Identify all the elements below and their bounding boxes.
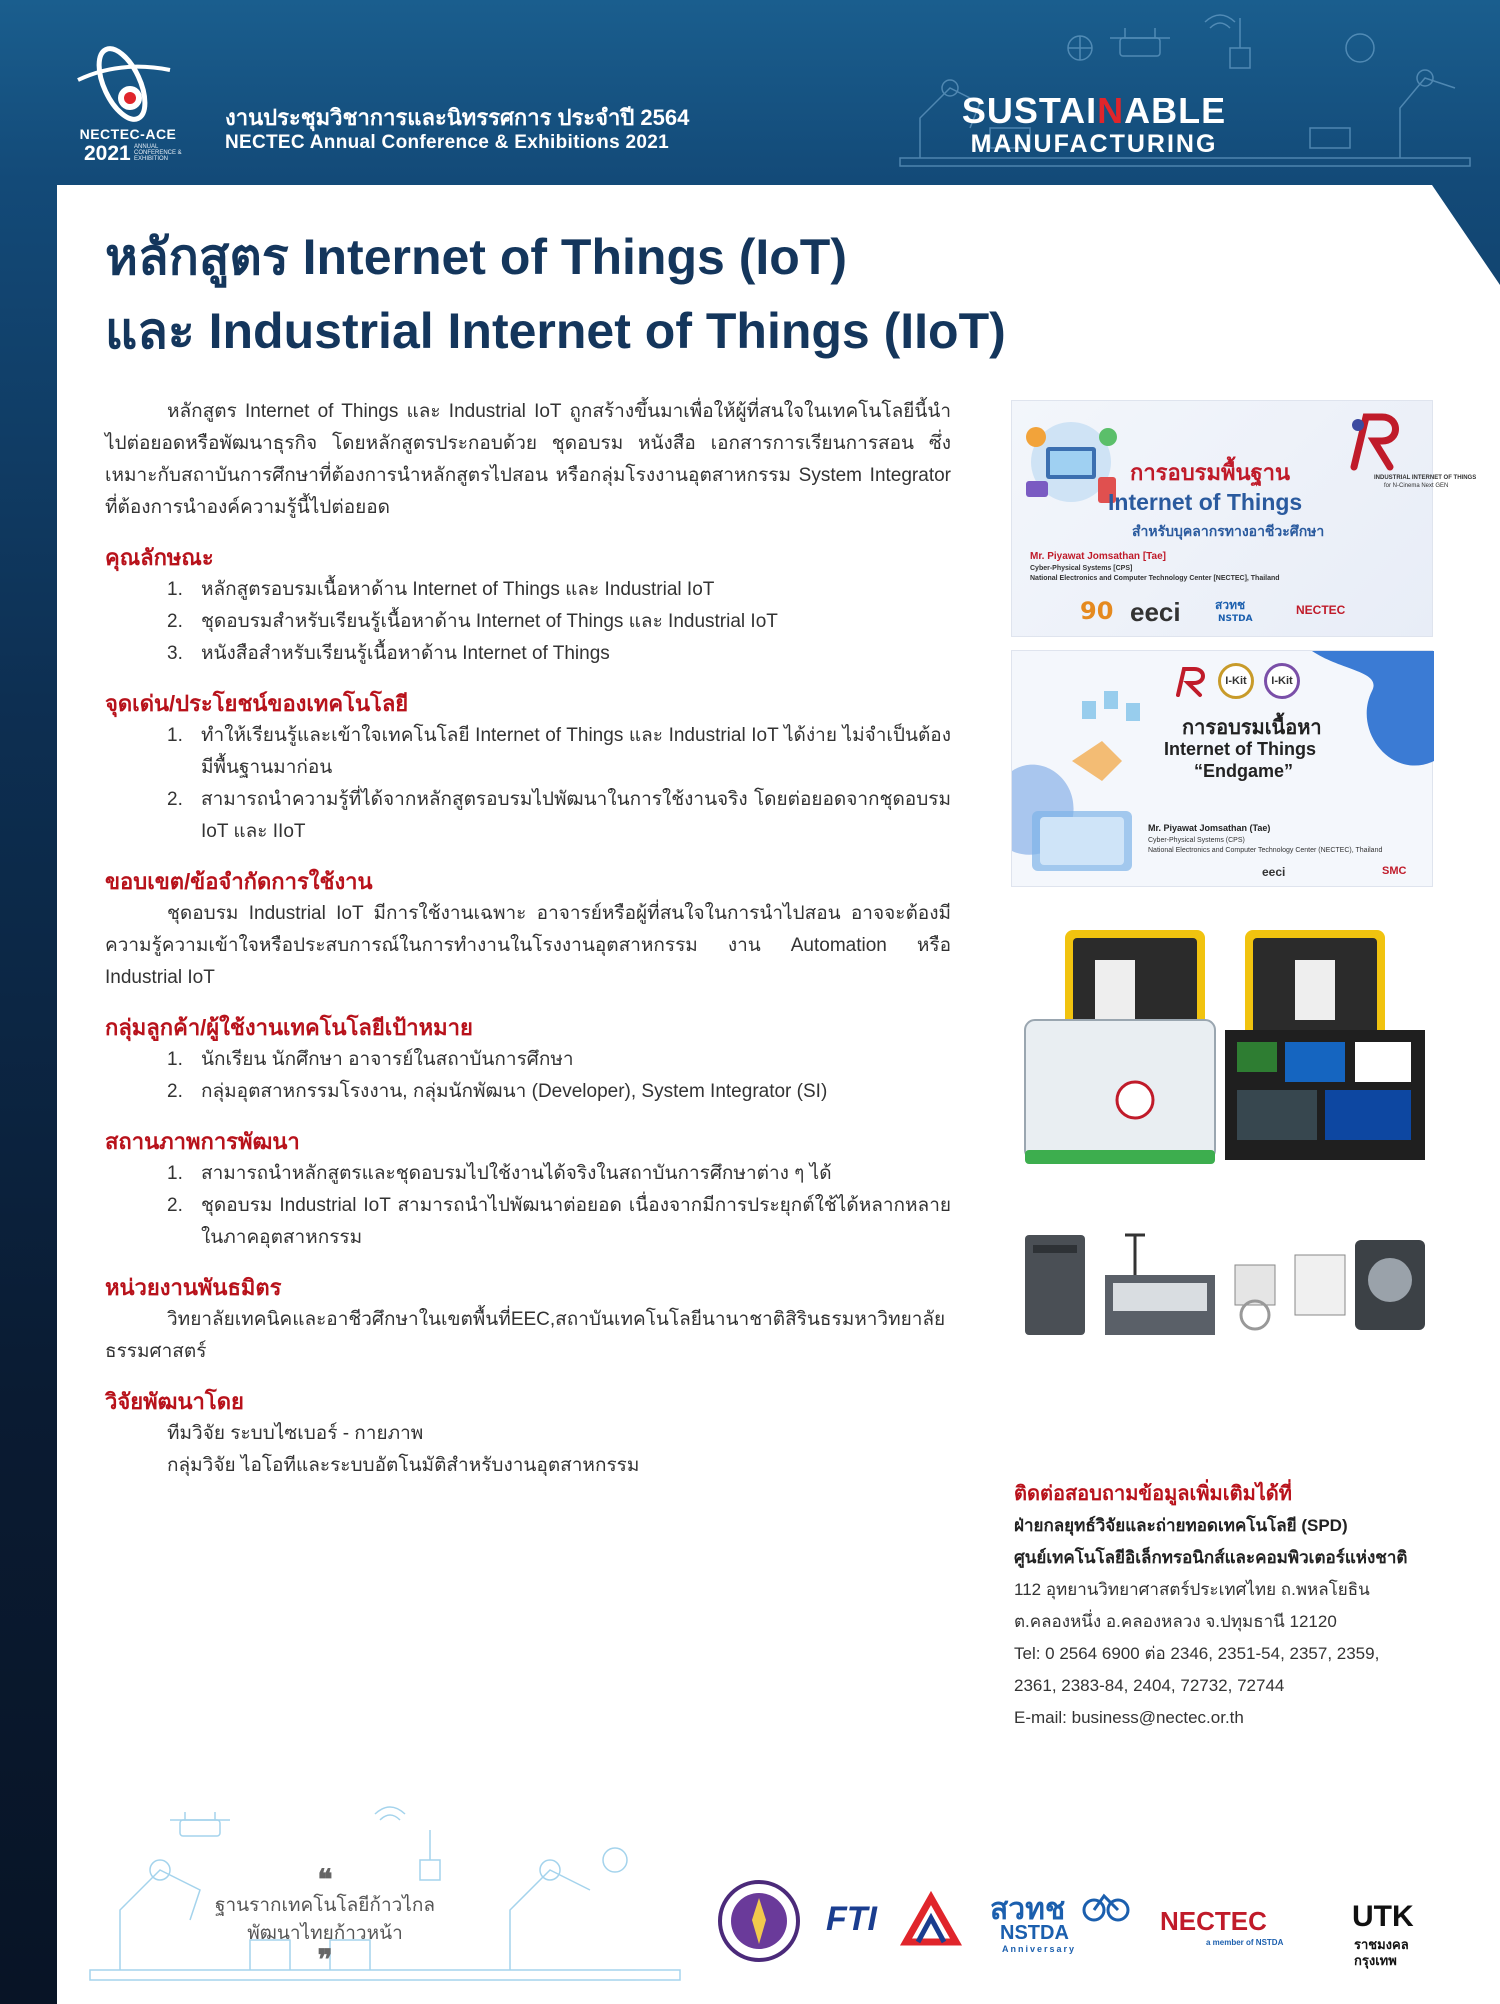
nectec-logo: NECTEC (1160, 1906, 1267, 1936)
target-list (105, 1044, 951, 1108)
item-text: ทำให้เรียนรู้และเข้าใจเทคโนโลยี Internet of Things และ Industrial IoT ได้ง่าย ไม่จำเป็นต้องมีพื้นฐานมาก่อน (201, 725, 951, 778)
item-text: ชุดอบรม Industrial IoT สามารถนำไปพัฒนาต่อยอด เนื่องจากมีการประยุกต์ใช้ได้หลากหลายในภาคอุตสาหกรรม (201, 1195, 951, 1248)
anniversary-bike-icon (1082, 1886, 1130, 1926)
poster-logo-nectec: NECTEC (1296, 603, 1346, 617)
contact-tel1: Tel: 0 2564 6900 ต่อ 2346, 2351-54, 2357, 2359, (1014, 1644, 1380, 1663)
list-item (167, 1158, 951, 1190)
theme-pre: SUSTAI (961, 90, 1098, 131)
conference-title-en: NECTEC Annual Conference & Exhibitions 2021 (225, 132, 669, 153)
section-body: วิทยาลัยเทคนิคและอาชีวศึกษาในเขตพื้นที่EEC,สถาบันเทคโนโลยีนานาชาติสิรินธรมหาวิทยาลัยธรรมศาสตร์ (105, 1309, 946, 1362)
developer-lines (105, 1418, 951, 1482)
contact-org1: ฝ่ายกลยุทธ์วิจัยและถ่ายทอดเทคโนโลยี (SPD) (1014, 1516, 1348, 1535)
section-heading: วิจัยพัฒนาโดย (105, 1389, 244, 1414)
ikit-badge: I-Kit (1264, 663, 1300, 699)
industrial-equipment-photo (1025, 1225, 1425, 1340)
item-number: 1. (167, 1163, 183, 1184)
item-number: 2. (167, 611, 183, 632)
quote-close-icon: ❞ (317, 1944, 333, 1975)
nstda-logo: สวทช (990, 1893, 1066, 1926)
footer-quote (195, 1864, 455, 1975)
badge-text2: for N-Cinema Next GEN (1384, 483, 1449, 489)
item-number: 2. (167, 789, 183, 810)
item-text: กลุ่มอุตสาหกรรมโรงงาน, กลุ่มนักพัฒนา (Developer), System Integrator (SI) (201, 1081, 828, 1102)
list-item (167, 1076, 951, 1108)
section-features (105, 542, 951, 670)
main-content (105, 396, 951, 1482)
ministry-seal-logo (718, 1880, 800, 1962)
anniversary-logo-icon (1078, 593, 1118, 627)
contact-org2: ศูนย์เทคโนโลยีอิเล็กทรอนิกส์และคอมพิวเตอร์แห่งชาติ (1014, 1548, 1408, 1567)
utk-th1: ราชมงคล (1354, 1937, 1409, 1952)
item-number: 1. (167, 725, 183, 746)
poster-dept2: National Electronics and Computer Technology Center (NECTEC), Thailand (1148, 847, 1383, 854)
item-number: 1. (167, 1049, 183, 1070)
poster-subtitle: สำหรับบุคลากรทางอาชีวะศึกษา (1132, 523, 1325, 539)
status-list (105, 1158, 951, 1254)
nectec-subtitle: a member of NSTDA (1206, 1938, 1284, 1947)
list-item (167, 1190, 951, 1254)
list-item (167, 574, 951, 606)
poster-title-quote: “Endgame” (1194, 761, 1294, 781)
quote-open-icon: ❝ (317, 1864, 333, 1895)
contact-tel2: 2361, 2383-84, 2404, 72732, 72744 (1014, 1676, 1285, 1695)
benefit-list (105, 720, 951, 848)
svg-text:NSTDA: NSTDA (1218, 614, 1253, 624)
svg-text:90: 90 (1080, 597, 1114, 625)
contact-info (1014, 1478, 1454, 1734)
section-heading: สถานภาพการพัฒนา (105, 1129, 300, 1154)
poster-dept2: National Electronics and Computer Technology Center [NECTEC], Thailand (1030, 575, 1280, 582)
contact-email[interactable]: E-mail: business@nectec.or.th (1014, 1708, 1244, 1727)
section-heading: หน่วยงานพันธมิตร (105, 1275, 282, 1300)
utk-logo: UTK (1352, 1900, 1414, 1933)
list-item (167, 784, 951, 848)
intro-paragraph: หลักสูตร Internet of Things และ Industrial IoT ถูกสร้างขึ้นมาเพื่อให้ผู้ที่สนใจในเทคโนโลยีนี้นำไปต่อยอดหรือพัฒนาธุรกิจ โดยหลักสูตรประกอบด้วย ชุดอบรม หนังสือ เอกสารการเรียนการสอน ซึ่งเหมาะกับสถาบันการศึกษาที่ต้องการนำหลักสูตรไปสอน หรือกลุ่มโรงงานอุตสาหกรรม System Integrator ที่ต้องการนำองค์ความรู้นี้ไปต่อยอด (105, 401, 951, 518)
theme-post: ABLE (1124, 90, 1227, 131)
nstda-logo-icon (1214, 595, 1260, 625)
training-kit-photo (1025, 930, 1425, 1170)
item-text: หลักสูตรอบรมเนื้อหาด้าน Internet of Things และ Industrial IoT (201, 579, 715, 600)
section-heading: ขอบเขต/ข้อจำกัดการใช้งาน (105, 869, 373, 894)
quote-line1: ฐานรากเทคโนโลยีก้าวไกล (215, 1895, 435, 1916)
section-body: ชุดอบรม Industrial IoT มีการใช้งานเฉพาะ อาจารย์หรือผู้ที่สนใจในการนำไปสอน อาจจะต้องมีความรู้ความเข้าใจหรือประสบการณ์ในการทำงานในโรงงานอุตสาหกรรม งาน Automation หรือ Industrial IoT (105, 903, 951, 988)
item-text: หนังสือสำหรับเรียนรู้เนื้อหาด้าน Internet of Things (201, 643, 610, 664)
theme-line1 (944, 92, 1244, 130)
item-text: นักเรียน นักศึกษา อาจารย์ในสถาบันการศึกษา (201, 1049, 574, 1070)
item-number: 2. (167, 1195, 183, 1216)
section-benefits (105, 688, 951, 848)
poster-title-en: Internet of Things (1164, 739, 1316, 759)
fti-mark-icon (898, 1890, 964, 1950)
contact-heading: ติดต่อสอบถามข้อมูลเพิ่มเติมได้ที่ (1014, 1483, 1292, 1505)
poster-title-en: Internet of Things (1108, 489, 1303, 515)
item-number: 3. (167, 643, 183, 664)
developer-line: กลุ่มวิจัย ไอโอทีและระบบอัตโนมัติสำหรับงานอุตสาหกรรม (167, 1455, 640, 1476)
section-heading: จุดเด่น/ประโยชน์ของเทคโนโลยี (105, 691, 409, 716)
logo-name: NECTEC-ACE (79, 126, 177, 142)
poster-title-th: การอบรมพื้นฐาน (1130, 460, 1291, 485)
title-line1: หลักสูตร Internet of Things (IoT) (105, 229, 847, 285)
developer-line: ทีมวิจัย ระบบไซเบอร์ - กายภาพ (167, 1423, 424, 1444)
iiot-mini-logo-icon (1170, 661, 1210, 701)
training-poster-endgame (1011, 650, 1433, 887)
item-text: สามารถนำหลักสูตรและชุดอบรมไปใช้งานได้จริงในสถาบันการศึกษาต่าง ๆ ได้ (201, 1163, 832, 1184)
list-item (167, 720, 951, 784)
nectec-ace-logo (70, 40, 220, 165)
section-heading: คุณลักษณะ (105, 545, 214, 570)
poster-dept1: Cyber-Physical Systems (CPS) (1148, 837, 1245, 844)
section-heading: กลุ่มลูกค้า/ผู้ใช้งานเทคโนโลยีเป้าหมาย (105, 1015, 473, 1040)
ikit-badge: I-Kit (1218, 663, 1254, 699)
list-item (167, 606, 951, 638)
item-number: 1. (167, 579, 183, 600)
poster-person: Mr. Piyawat Jomsathan [Tae] (1030, 551, 1166, 562)
poster-person: Mr. Piyawat Jomsathan (Tae) (1148, 823, 1271, 833)
section-status (105, 1126, 951, 1254)
feature-list (105, 574, 951, 670)
atom-logo-icon (70, 40, 180, 130)
contact-address2: ต.คลองหนึ่ง อ.คลองหลวง จ.ปทุมธานี 12120 (1014, 1612, 1337, 1631)
section-target (105, 1012, 951, 1108)
poster-title-th: การอบรมเนื้อหา (1182, 717, 1322, 739)
list-item (167, 638, 951, 670)
iiot-badge-icon (1344, 407, 1404, 477)
title-line2: และ Industrial Internet of Things (IIoT) (105, 303, 1006, 359)
badge-text1: INDUSTRIAL INTERNET OF THINGS (1374, 475, 1477, 481)
theme-accent: N (1097, 90, 1125, 131)
poster-logo-eeci: eeci (1130, 597, 1181, 627)
poster-logo-eeci: eeci (1262, 865, 1286, 879)
conference-title-th: งานประชุมวิชาการและนิทรรศการ ประจำปี 2564 (225, 105, 690, 130)
quote-line2: พัฒนาไทยก้าวหน้า (247, 1923, 403, 1944)
svg-text:สวทช: สวทช (1215, 598, 1246, 612)
fti-logo: FTI (826, 1900, 877, 1938)
training-poster-basic (1011, 400, 1477, 637)
nstda-en-logo: NSTDA (1000, 1922, 1069, 1944)
poster-logo-smc: SMC (1382, 865, 1407, 877)
nstda-anniversary: Anniversary (1002, 1944, 1077, 1954)
item-text: ชุดอบรมสำหรับเรียนรู้เนื้อหาด้าน Internet of Things และ Industrial IoT (201, 611, 778, 632)
logo-subtitle: ANNUAL CONFERENCE & EXHIBITION (134, 144, 182, 162)
theme-line2: MANUFACTURING (970, 130, 1218, 158)
logo-year: 2021 (84, 142, 131, 165)
section-partners (105, 1272, 951, 1368)
section-developer (105, 1386, 951, 1482)
theme-logo (944, 92, 1244, 158)
item-number: 2. (167, 1081, 183, 1102)
section-limitations (105, 866, 951, 994)
utk-th2: กรุงเทพ (1354, 1953, 1397, 1968)
page-title (105, 220, 1255, 368)
list-item (167, 1044, 951, 1076)
poster-dept1: Cyber-Physical Systems [CPS] (1030, 565, 1133, 572)
contact-address1: 112 อุทยานวิทยาศาสตร์ประเทศไทย ถ.พหลโยธิน (1014, 1580, 1370, 1599)
item-text: สามารถนำความรู้ที่ได้จากหลักสูตรอบรมไปพัฒนาในการใช้งานจริง โดยต่อยอดจากชุดอบรม IoT และ IIoT (201, 789, 951, 842)
